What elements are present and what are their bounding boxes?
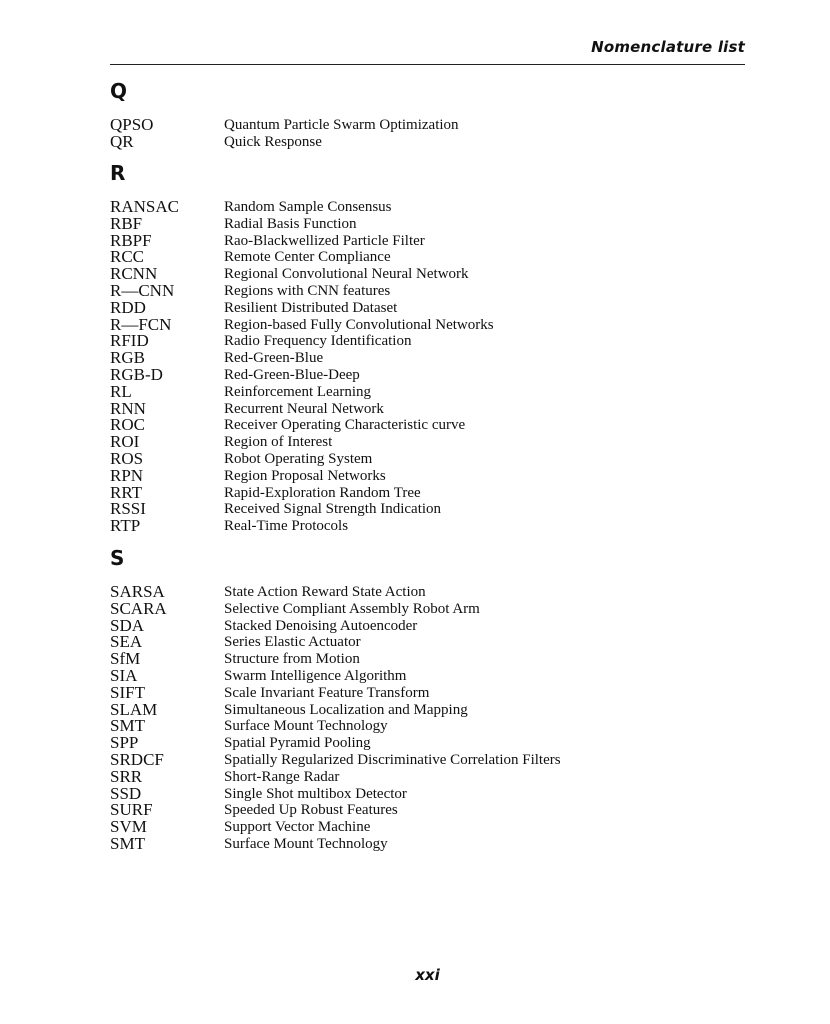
definition: Spatially Regularized Discriminative Correlation Filters <box>224 751 561 768</box>
abbreviation: ROS <box>110 448 144 468</box>
header-rule <box>110 64 745 65</box>
definition: Support Vector Machine <box>224 819 371 836</box>
abbreviation: SRR <box>110 766 143 786</box>
abbreviation: RGB-D <box>110 364 163 384</box>
abbreviation: SARSA <box>110 582 165 601</box>
abbreviation: SEA <box>110 632 143 652</box>
abbreviation: SVM <box>110 817 147 837</box>
definition: Spatial Pyramid Pooling <box>224 735 371 752</box>
definition: Resilient Distributed Dataset <box>224 299 398 316</box>
definition: Quantum Particle Swarm Optimization <box>224 117 459 133</box>
abbreviation: SSD <box>110 783 142 803</box>
abbreviation: SMT <box>110 716 145 736</box>
abbreviation: RNN <box>110 398 146 418</box>
abbreviation: SCARA <box>110 598 167 618</box>
definition: Swarm Intelligence Algorithm <box>224 667 407 684</box>
abbreviation: RCC <box>110 247 145 267</box>
abbreviation: RTP <box>110 516 141 536</box>
abbreviation: SMT <box>110 833 145 853</box>
abbreviation: SIFT <box>110 682 145 702</box>
definition: Simultaneous Localization and Mapping <box>224 701 468 718</box>
section-letter-s: S <box>110 546 125 570</box>
definition: Rao-Blackwellized Particle Filter <box>224 232 425 249</box>
definition: Receiver Operating Characteristic curve <box>224 417 466 434</box>
abbreviation: ROI <box>110 432 140 452</box>
running-head: Nomenclature list <box>591 38 745 56</box>
abbreviation: RDD <box>110 297 146 317</box>
definition: Regional Convolutional Neural Network <box>224 266 469 283</box>
abbreviation: RBF <box>110 213 143 233</box>
abbreviation: QR <box>110 131 134 151</box>
abbreviation: RGB <box>110 348 145 368</box>
abbreviation: SRDCF <box>110 749 164 769</box>
page-number: xxi <box>415 966 440 984</box>
definition: Speeded Up Robust Features <box>224 802 398 819</box>
definition: Selective Compliant Assembly Robot Arm <box>224 600 480 617</box>
definition: Structure from Motion <box>224 651 360 668</box>
definition: Received Signal Strength Indication <box>224 501 442 518</box>
definition: Series Elastic Actuator <box>224 634 361 651</box>
abbreviation: SLAM <box>110 699 158 719</box>
definition: Recurrent Neural Network <box>224 400 384 417</box>
definition: Regions with CNN features <box>224 282 391 299</box>
definition: Red-Green-Blue-Deep <box>224 366 360 383</box>
section-letter-q: Q <box>110 79 128 103</box>
definition: Real-Time Protocols <box>224 518 349 535</box>
definition: Single Shot multibox Detector <box>224 785 407 802</box>
section-letter-r: R <box>110 161 126 185</box>
abbreviation: SPP <box>110 733 139 753</box>
abbreviation: RRT <box>110 482 143 502</box>
definition: Reinforcement Learning <box>224 383 372 400</box>
definition: Radio Frequency Identification <box>224 333 412 350</box>
abbreviation: SIA <box>110 665 138 685</box>
definition: Surface Mount Technology <box>224 718 388 735</box>
abbreviation: RSSI <box>110 499 146 519</box>
definition: Robot Operating System <box>224 450 373 467</box>
definition: Quick Response <box>224 133 322 150</box>
abbreviation: QPSO <box>110 115 154 134</box>
definition: Radial Basis Function <box>224 215 357 232</box>
abbreviation: RFID <box>110 331 149 351</box>
abbreviation: R—CNN <box>110 280 175 300</box>
abbreviation: RANSAC <box>110 197 179 216</box>
abbreviation: SURF <box>110 800 153 820</box>
definition: Rapid-Exploration Random Tree <box>224 484 421 501</box>
abbreviation: RPN <box>110 465 144 485</box>
definition: Stacked Denoising Autoencoder <box>224 617 418 634</box>
abbreviation: RBPF <box>110 230 152 250</box>
abbreviation: ROC <box>110 415 145 435</box>
abbreviation: R—FCN <box>110 314 172 334</box>
definition: Remote Center Compliance <box>224 249 391 266</box>
definition: State Action Reward State Action <box>224 584 426 600</box>
definition: Surface Mount Technology <box>224 835 388 852</box>
definition: Short-Range Radar <box>224 768 340 785</box>
definition: Scale Invariant Feature Transform <box>224 684 430 701</box>
definition: Region of Interest <box>224 434 333 451</box>
definition: Red-Green-Blue <box>224 350 324 367</box>
abbreviation: SDA <box>110 615 145 635</box>
definition: Region-based Fully Convolutional Networks <box>224 316 494 333</box>
abbreviation: SfM <box>110 649 141 669</box>
abbreviation: RCNN <box>110 264 158 284</box>
definition: Region Proposal Networks <box>224 467 386 484</box>
abbreviation: RL <box>110 381 132 401</box>
definition: Random Sample Consensus <box>224 199 392 215</box>
